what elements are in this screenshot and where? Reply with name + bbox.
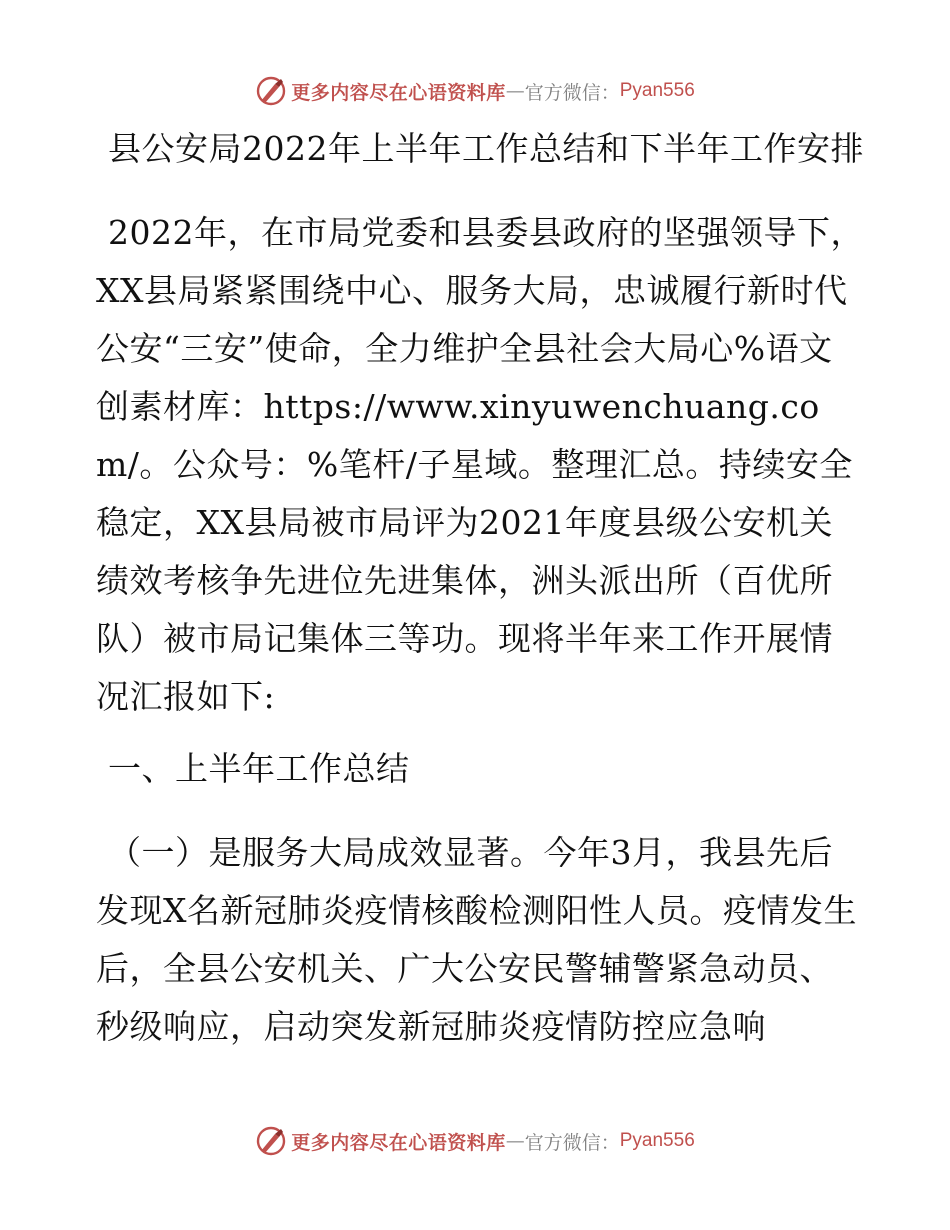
document-title: 县公安局2022年上半年工作总结和下半年工作安排 [108, 129, 864, 168]
header-watermark-banner [0, 71, 950, 111]
banner-contact-label: 官方微信： [524, 81, 620, 104]
section-paragraph: （一）是服务大局成效显著。今年3月，我县先后发现X名新冠肺炎疫情核酸检测阳性人员。疫情发生后，全县公安机关、广大公安民警辅警紧急动员、秒级响应，启动突发新冠肺炎疫情防控应急响 [96, 833, 857, 1046]
banner-handle: Pyan556 [619, 80, 695, 101]
banner-handle: Pyan556 [619, 1130, 695, 1151]
banner-contact-label: 官方微信： [524, 1131, 620, 1154]
banner-dash: — [505, 80, 525, 102]
document-body [96, 120, 866, 1056]
section-heading: 一、上半年工作总结 [108, 749, 410, 788]
quill-pen-logo-icon [255, 75, 287, 107]
quill-pen-logo-icon [255, 1125, 287, 1157]
banner-dash: — [505, 1130, 525, 1152]
intro-paragraph: 2022年，在市局党委和县委县政府的坚强领导下，XX县局紧紧围绕中心、服务大局，忠诚履行新时代公安“三安”使命，全力维护全县社会大局心%语文创素材库：https://www.xinyuwenchuang.com/。公众号：%笔杆/子星域。整理汇总。持续安全稳定，XX县局被市局评为2021年度县级公安机关绩效考核争先进位先进集体，洲头派出所（百优所队）被市局记集体三等功。现将半年来工作开展情况汇报如下: [96, 213, 864, 716]
banner-main-text: 更多内容尽在心语资料库 [291, 81, 506, 104]
footer-watermark-banner [0, 1121, 950, 1161]
banner-main-text: 更多内容尽在心语资料库 [291, 1131, 506, 1154]
